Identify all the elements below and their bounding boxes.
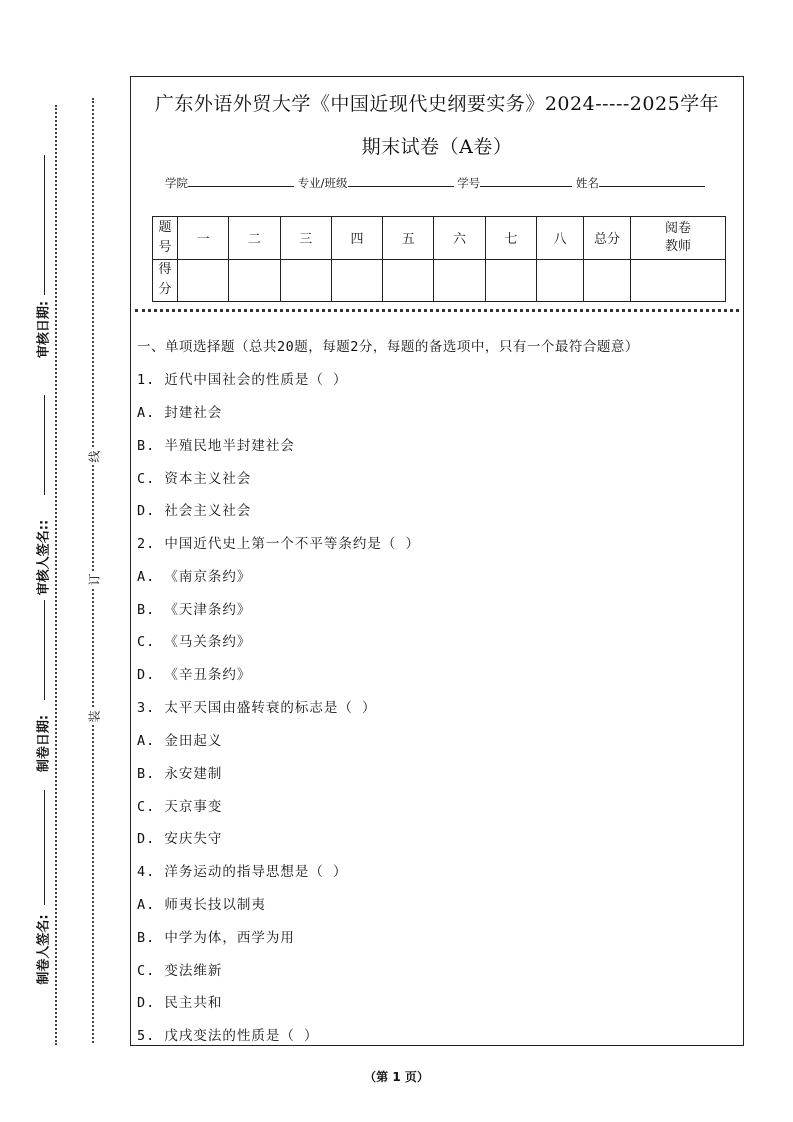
- score-cell[interactable]: [537, 259, 584, 302]
- score-cell[interactable]: [383, 259, 434, 302]
- option-item: B. 中学为体，西学为用: [137, 930, 295, 946]
- college-label: 学院: [165, 176, 188, 190]
- col-8: 八: [537, 217, 584, 260]
- cut-mark-zhuang: 装: [87, 710, 102, 723]
- option-item: C. 《马关条约》: [137, 634, 252, 650]
- score-cell-grader[interactable]: [631, 259, 726, 302]
- major-label: 专业/班级: [297, 176, 348, 190]
- student-info-row: [165, 175, 705, 191]
- question-stem: 3. 太平天国由盛转衰的标志是（ ）: [137, 700, 377, 716]
- cut-mark-ding: 订: [87, 573, 102, 586]
- cut-mark-line: 线: [87, 450, 102, 463]
- option-item: D. 安庆失守: [137, 831, 223, 847]
- maker-sign-label: 制卷人签名:: [36, 914, 52, 985]
- col-3: 三: [280, 217, 331, 260]
- option-item: A. 封建社会: [137, 405, 223, 421]
- score-value-row: [153, 259, 726, 302]
- row-label-question: 题 号: [153, 217, 178, 260]
- exam-frame: [130, 76, 744, 1046]
- option-item: A. 《南京条约》: [137, 569, 252, 585]
- option-item: D. 民主共和: [137, 995, 223, 1011]
- col-5: 五: [383, 217, 434, 260]
- question-stem: 5. 戊戌变法的性质是（ ）: [137, 1028, 319, 1044]
- score-cell[interactable]: [434, 259, 485, 302]
- reviewer-sign-line: [44, 395, 45, 495]
- maker-sign-line: [44, 790, 45, 905]
- col-1: 一: [178, 217, 229, 260]
- page-number: （第 1 页）: [364, 1070, 429, 1084]
- exam-subtitle: 期末试卷（A卷）: [361, 136, 513, 158]
- question-stem: 4. 洋务运动的指导思想是（ ）: [137, 864, 348, 880]
- score-cell[interactable]: [178, 259, 229, 302]
- name-label: 姓名: [575, 176, 599, 190]
- col-2: 二: [229, 217, 280, 260]
- outer-dotted-line: [55, 105, 57, 1045]
- score-cell[interactable]: [229, 259, 280, 302]
- option-item: A. 师夷长技以制夷: [137, 897, 266, 913]
- option-item: C. 资本主义社会: [137, 471, 252, 487]
- option-item: B. 《天津条约》: [137, 602, 252, 618]
- score-cell[interactable]: [485, 259, 536, 302]
- col-grader: 阅卷 教师: [631, 217, 726, 260]
- option-item: D. 《辛丑条约》: [137, 667, 252, 683]
- score-header-row: [153, 217, 726, 260]
- exam-title: 广东外语外贸大学《中国近现代史纲要实务》2024-----2025学年: [154, 93, 720, 115]
- score-table: [152, 216, 726, 302]
- col-7: 七: [485, 217, 536, 260]
- col-total: 总分: [584, 217, 631, 260]
- option-item: C. 天京事变: [137, 799, 223, 815]
- college-field[interactable]: [188, 175, 294, 187]
- student-id-label: 学号: [457, 176, 481, 190]
- row-label-score: 得 分: [153, 259, 178, 302]
- option-item: D. 社会主义社会: [137, 503, 252, 519]
- col-6: 六: [434, 217, 485, 260]
- score-cell-total[interactable]: [584, 259, 631, 302]
- major-field[interactable]: [348, 175, 454, 187]
- reviewer-sign-label: 审核人签名::: [36, 519, 52, 596]
- score-cell[interactable]: [280, 259, 331, 302]
- option-item: B. 永安建制: [137, 766, 223, 782]
- option-item: C. 变法维新: [137, 963, 223, 979]
- name-field[interactable]: [599, 175, 705, 187]
- section-divider: [135, 309, 739, 312]
- make-date-label: 制卷日期:: [36, 714, 52, 773]
- col-4: 四: [331, 217, 382, 260]
- student-id-field[interactable]: [480, 175, 572, 187]
- question-stem: 1. 近代中国社会的性质是（ ）: [137, 372, 348, 388]
- question-stem: 2. 中国近代史上第一个不平等条约是（ ）: [137, 536, 421, 552]
- review-date-label: 审核日期:: [36, 300, 52, 359]
- option-item: B. 半殖民地半封建社会: [137, 438, 295, 454]
- score-cell[interactable]: [331, 259, 382, 302]
- option-item: A. 金田起义: [137, 733, 223, 749]
- section1-heading: 一、单项选择题（总共20题，每题2分，每题的备选项中，只有一个最符合题意）: [137, 339, 639, 355]
